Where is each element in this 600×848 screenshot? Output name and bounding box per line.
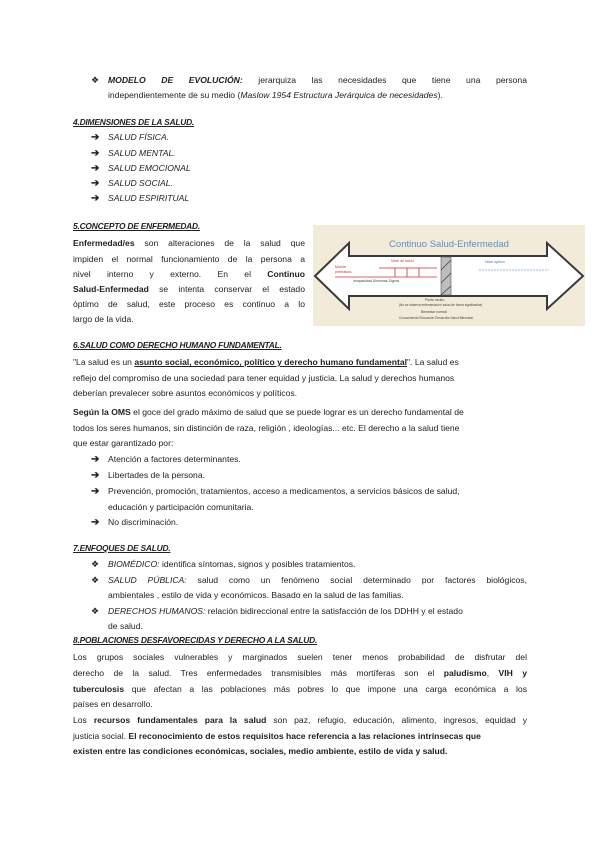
derecho-line3: deberían prevalecer sobre asuntos económicos y políticos.	[73, 388, 298, 398]
list-item: No discriminación.	[108, 517, 179, 527]
list-item: SALUD FÍSICA.	[108, 132, 170, 142]
enfermedad-line5: óptimo de salud, este proceso es continuo a lo	[73, 299, 305, 309]
arrow-icon: ➔	[91, 148, 100, 159]
arrow-icon: ➔	[91, 193, 100, 204]
arrow-icon: ➔	[91, 486, 100, 497]
enfoque-derechos-humanos-cont: de salud.	[108, 621, 143, 631]
poblaciones-line3: tuberculosis que afectan a las poblaciones más pobres lo que impone una carga económica a los	[73, 684, 527, 694]
list-item: Libertades de la persona.	[108, 470, 205, 480]
arrow-icon: ➔	[91, 163, 100, 174]
list-item: SALUD ESPIRITUAL	[108, 193, 190, 203]
section-heading-enfoques: 7.ENFOQUES DE SALUD.	[73, 543, 171, 553]
enfoque-biomedico: BIOMÉDICO: identifica síntomas, signos y posibles tratamientos.	[108, 559, 356, 569]
poblaciones-line7: existen entre las condiciones económicas, sociales, medio ambiente, estilo de vida y salud.	[73, 746, 448, 756]
list-item: SALUD MENTAL.	[108, 148, 176, 158]
diagram-label-symptoms: Incapacidad Síntomas Signos	[353, 279, 400, 283]
list-item: SALUD EMOCIONAL	[108, 163, 191, 173]
derecho-line1: "La salud es un asunto social, económico, político y derecho humano fundamental". La salud es	[73, 357, 459, 367]
derecho-line5: todos los seres humanos, sin distinción de raza, religión , ideologías... etc. El derecho a la salud tiene	[73, 423, 460, 433]
section-heading-poblaciones: 8.POBLACIONES DESFAVORECIDAS Y DERECHO A LA SALUD.	[73, 635, 318, 645]
arrow-icon: ➔	[91, 517, 100, 528]
poblaciones-line1: Los grupos sociales vulnerables y marginados suelen tener menos probabilidad de disfrutar del	[73, 652, 527, 662]
poblaciones-line6: justicia social. El reconocimiento de estos requisitos hace referencia a las relaciones intrínsecas que	[73, 731, 481, 741]
poblaciones-line2: derecho de la salud. Tres enfermedades transmisibles más mortíferas son el paludismo, VIH y	[73, 668, 527, 678]
enfoque-salud-publica: SALUD PÚBLICA: salud como un fenómeno social determinado por factores biológicos,	[108, 575, 527, 585]
arrow-icon: ➔	[91, 470, 100, 481]
poblaciones-line4: países en desarrollo.	[73, 699, 153, 709]
continuo-salud-enfermedad-diagram	[313, 225, 585, 326]
enfermedad-line1: Enfermedad/es son alteraciones de la salud que	[73, 238, 305, 248]
derecho-line4: Según la OMS el goce del grado máximo de salud que se puede lograr es un derecho fundamental de	[73, 407, 464, 417]
derecho-line2: reflejo del compromiso de una sociedad para tener equidad y justicia. La salud y derechos humanos	[73, 373, 455, 383]
diagram-label-premature: prematura	[335, 270, 352, 274]
diagram-label-neutral: Punto neutro	[425, 298, 445, 302]
list-item-continuation: educación y participación comunitaria.	[108, 502, 254, 512]
arrow-icon: ➔	[91, 178, 100, 189]
enfoque-derechos-humanos: DERECHOS HUMANOS: relación bidireccional entre la satisfacción de los DDHH y el estado	[108, 606, 463, 616]
bullet-icon: ❖	[91, 606, 100, 616]
section-heading-derecho: 6.SALUD COMO DERECHO HUMANO FUNDAMENTAL.	[73, 340, 282, 350]
bullet-icon: ❖	[91, 575, 100, 585]
diagram-label-wellbeing: Bienestar normal	[421, 310, 447, 314]
diagram-label-neutral-note: (No se observa enfermedad ni salud de forma significativa)	[399, 303, 483, 307]
evolution-model-line1: MODELO DE EVOLUCIÓN: jerarquiza las necesidades que tiene una persona	[108, 75, 527, 85]
enfermedad-line2: impiden el normal funcionamiento de la persona a	[73, 254, 305, 264]
enfoque-salud-publica-cont: ambientales , estilo de vida y económicos. Basado en la salud de las familias.	[108, 590, 404, 600]
enfermedad-line3: nivel interno y externo. En el Continuo	[73, 269, 305, 279]
arrow-icon: ➔	[91, 132, 100, 143]
arrow-icon: ➔	[91, 454, 100, 465]
section-heading-dimensiones: 4.DIMENSIONES DE LA SALUD.	[73, 117, 195, 127]
list-item: Prevención, promoción, tratamientos, acceso a medicamentos, a servicios básicos de salud,	[108, 486, 460, 496]
section-heading-enfermedad: 5.CONCEPTO DE ENFERMEDAD.	[73, 221, 201, 231]
enfermedad-line4: Salud-Enfermedad se intenta conservar el estado	[73, 284, 305, 294]
evolution-model-line2: independientemente de su medio (Maslow 1954 Estructura Jerárquica de necesidades).	[108, 90, 443, 100]
neutral-band	[441, 257, 451, 295]
bullet-icon: ❖	[91, 559, 100, 569]
diagram-title: Continuo Salud-Enfermedad	[389, 239, 509, 250]
bullet-icon: ❖	[91, 75, 100, 85]
diagram-label-optimal: Nivel óptimo	[485, 260, 505, 264]
poblaciones-line5: Los recursos fundamentales para la salud son paz, refugio, educación, alimento, ingresos, equidad y	[73, 715, 527, 725]
diagram-label-continuum: Conocimiento Educación Desarrollo Salud Bienestar	[399, 316, 474, 320]
diagram-label-health-level: Nivel de salud	[391, 259, 414, 263]
list-item: Atención a factores determinantes.	[108, 454, 241, 464]
enfermedad-line6: largo de la vida.	[73, 314, 134, 324]
derecho-line6: que estar garantizado por:	[73, 438, 174, 448]
diagram-label-death: Muerte	[335, 265, 347, 269]
list-item: SALUD SOCIAL.	[108, 178, 173, 188]
